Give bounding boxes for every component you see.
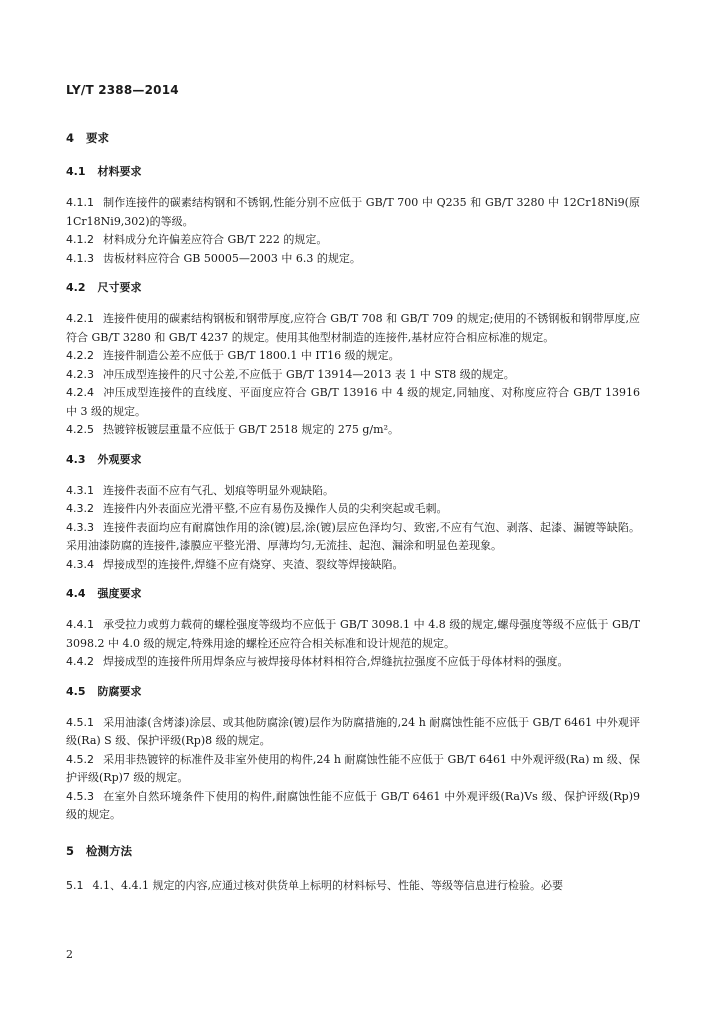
section-number: 5: [66, 843, 75, 858]
section-heading-4: [66, 130, 640, 146]
clause-number: 4.1.1: [66, 196, 94, 209]
clause-4-1-1: [66, 194, 640, 231]
clause-4-4-1: [66, 616, 640, 653]
section-number: 4: [66, 131, 75, 145]
clause-text: 连接件表面均应有耐腐蚀作用的涂(镀)层,涂(镀)层应色泽均匀、致密,不应有气泡、剥落、起漆、漏镀等缺陷。采用油漆防腐的连接件,漆膜应平整光滑、厚薄均匀,无流挂、起泡、漏涂和明显色差现象。: [66, 520, 640, 552]
subsection-heading-4-3: [66, 452, 640, 468]
subsection-heading-4-4: [66, 586, 640, 602]
clause-number: 4.5.2: [66, 752, 94, 766]
section-number: 4.5: [66, 684, 86, 698]
clause-4-2-1: [66, 310, 640, 347]
clause-4-3-3: [66, 519, 640, 556]
clause-4-2-2: [66, 347, 640, 366]
standard-code-header: LY/T 2388—2014: [66, 83, 179, 97]
clause-number: 4.2.2: [66, 349, 94, 362]
clause-number: 5.1: [66, 878, 84, 892]
clause-4-3-1: [66, 482, 640, 501]
clause-text: 连接件使用的碳素结构钢板和钢带厚度,应符合 GB/T 708 和 GB/T 709 的规定;使用的不锈钢板和钢带厚度,应符合 GB/T 3280 和 GB/T 4237 的规定。使用其他型材制造的连接件,基材应符合相应标准的规定。: [66, 312, 640, 344]
page-number: 2: [66, 948, 73, 961]
clause-text: 制作连接件的碳素结构钢和不锈钢,性能分别不应低于 GB/T 700 中 Q235 和 GB/T 3280 中 12Cr18Ni9(原 1Cr18Ni9,302)的等级。: [66, 196, 640, 228]
section-number: 4.4: [66, 587, 86, 600]
clause-number: 4.3.3: [66, 520, 94, 534]
clause-4-1-3: [66, 250, 640, 269]
clause-4-5-3: [66, 788, 640, 825]
clause-number: 4.1.3: [66, 251, 94, 265]
clause-text: 齿板材料应符合 GB 50005—2003 中 6.3 的规定。: [103, 251, 361, 265]
clause-text: 在室外自然环境条件下使用的构件,耐腐蚀性能不应低于 GB/T 6461 中外观评级(Ra)Vs 级、保护评级(Rp)9 级的规定。: [66, 789, 640, 821]
clause-text: 热镀锌板镀层重量不应低于 GB/T 2518 规定的 275 g/m²。: [103, 423, 399, 436]
clause-text: 连接件表面不应有气孔、划痕等明显外观缺陷。: [103, 483, 334, 497]
clause-text: 采用油漆(含烤漆)涂层、或其他防腐涂(镀)层作为防腐措施的,24 h 耐腐蚀性能不应低于 GB/T 6461 中外观评级(Ra) S 级、保护评级(Rp)8 级的规定。: [66, 715, 640, 747]
clause-number: 4.5.3: [66, 789, 94, 803]
clause-number: 4.3.1: [66, 483, 94, 497]
clause-number: 4.1.2: [66, 233, 94, 246]
section-number: 4.3: [66, 452, 86, 466]
clause-number: 4.2.5: [66, 423, 94, 436]
subsection-heading-4-5: [66, 684, 640, 700]
clause-text: 焊接成型的连接件,焊缝不应有烧穿、夹渣、裂纹等焊接缺陷。: [103, 557, 404, 571]
clause-number: 4.2.3: [66, 367, 94, 381]
clause-text: 材料成分允许偏差应符合 GB/T 222 的规定。: [103, 233, 328, 246]
clause-text: 4.1、4.4.1 规定的内容,应通过核对供货单上标明的材料标号、性能、等级等信息进行检验。必要: [92, 878, 563, 892]
section-number: 4.2: [66, 281, 86, 294]
section-title: 检测方法: [86, 843, 133, 858]
clause-text: 承受拉力或剪力载荷的螺栓强度等级均不应低于 GB/T 3098.1 中 4.8 级的规定,螺母强度等级不应低于 GB/T 3098.2 中 4.0 级的规定,特殊用途的螺栓还应符合相关标准和设计规范的规定。: [66, 618, 640, 650]
clause-number: 4.4.2: [66, 655, 94, 668]
clause-text: 冲压成型连接件的尺寸公差,不应低于 GB/T 13914—2013 表 1 中 ST8 级的规定。: [103, 367, 515, 381]
clause-4-3-4: [66, 556, 640, 575]
clause-text: 采用非热镀锌的标准件及非室外使用的构件,24 h 耐腐蚀性能不应低于 GB/T 6461 中外观评级(Ra) m 级、保护评级(Rp)7 级的规定。: [66, 752, 640, 784]
clause-4-2-3: [66, 366, 640, 385]
section-title: 强度要求: [97, 587, 142, 600]
clause-number: 4.2.4: [66, 386, 94, 399]
subsection-heading-4-2: [66, 280, 640, 296]
section-title: 尺寸要求: [97, 281, 142, 294]
clause-number: 4.5.1: [66, 715, 94, 729]
clause-number: 4.3.4: [66, 557, 94, 571]
clause-text: 连接件制造公差不应低于 GB/T 1800.1 中 IT16 级的规定。: [103, 349, 400, 362]
subsection-heading-4-1: [66, 164, 640, 180]
clause-text: 冲压成型连接件的直线度、平面度应符合 GB/T 13916 中 4 级的规定,同轴度、对称度应符合 GB/T 13916 中 3 级的规定。: [66, 386, 640, 418]
clause-4-2-4: [66, 384, 640, 421]
clause-number: 4.4.1: [66, 618, 94, 631]
clause-text: 连接件内外表面应光滑平整,不应有易伤及操作人员的尖利突起或毛刺。: [103, 502, 448, 515]
clause-5-1: [66, 877, 640, 896]
clause-4-4-2: [66, 653, 640, 672]
section-title: 防腐要求: [97, 684, 142, 698]
section-title: 要求: [86, 131, 110, 145]
clause-text: 焊接成型的连接件所用焊条应与被焊接母体材料相符合,焊缝抗拉强度不应低于母体材料的强度。: [103, 655, 569, 668]
clause-number: 4.3.2: [66, 502, 94, 515]
clause-4-5-2: [66, 751, 640, 788]
document-body: [66, 130, 640, 895]
section-number: 4.1: [66, 165, 86, 178]
clause-4-2-5: [66, 421, 640, 440]
clause-number: 4.2.1: [66, 312, 94, 325]
clause-4-3-2: [66, 500, 640, 519]
clause-4-1-2: [66, 231, 640, 250]
section-title: 材料要求: [97, 165, 142, 178]
section-title: 外观要求: [97, 452, 142, 466]
clause-4-5-1: [66, 714, 640, 751]
section-heading-5: [66, 843, 640, 859]
